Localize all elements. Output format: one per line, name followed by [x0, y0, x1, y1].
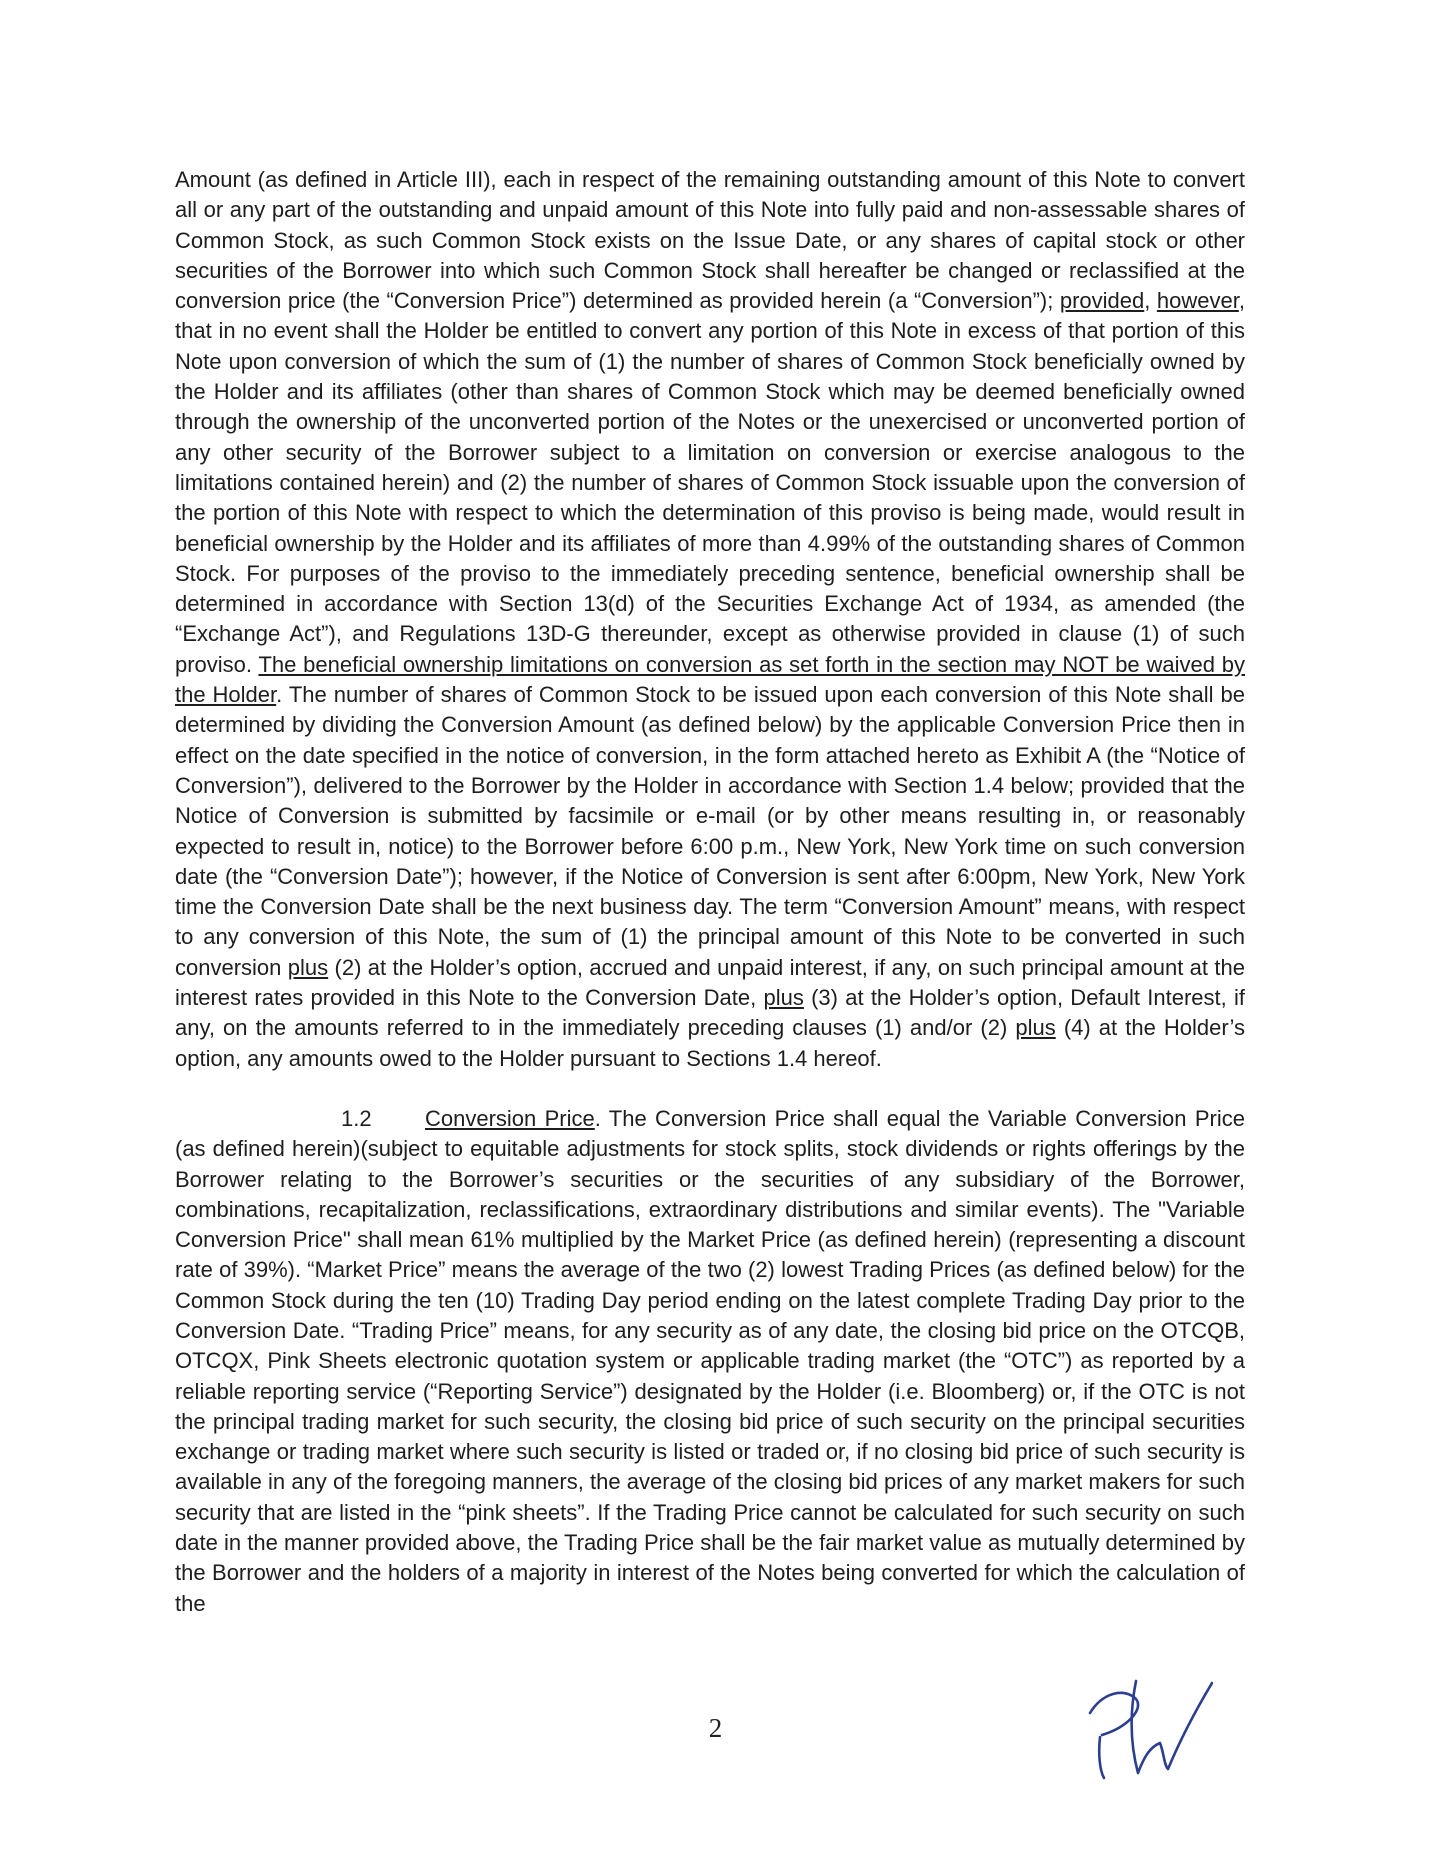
- text-segment: . The Conversion Price shall equal the Variable Conversion Price (as defined herein)(subject to equitable adjustments for stock splits, stock dividends or rights offerings by the Borrower relating to the Borrower’s securities or the securities of any subsidiary of the Borrower, combinations, recapitalization, reclassifications, extraordinary distributions and similar events). The "Variable Conversion Price" shall mean 61% multiplied by the Market Price (as defined herein) (representing a discount rate of 39%). “Market Price” means the average of the two (2) lowest Trading Prices (as defined below) for the Common Stock during the ten (10) Trading Day period ending on the latest complete Trading Day prior to the Conversion Date. “Trading Price” means, for any security as of any date, the closing bid price on the OTCQB, OTCQX, Pink Sheets electronic quotation system or applicable trading market (the “OTC”) as reported by a reliable reporting service (“Reporting Service”) designated by the Holder (i.e. Bloomberg) or, if the OTC is not the principal trading market for such security, the closing bid price of such security on the principal securities exchange or trading market where such security is listed or traded or, if no closing bid price of such security is available in any of the foregoing manners, the average of the closing bid prices of any market makers for such security that are listed in the “pink sheets”. If the Trading Price cannot be calculated for such security on such date in the manner provided above, the Trading Price shall be the fair market value as mutually determined by the Borrower and the holders of a majority in interest of the Notes being converted for which the calculation of the: [175, 1105, 1245, 1616]
- text-segment: Amount (as defined in Article III), each in respect of the remaining outstanding amount of this Note to convert all or any part of the outstanding and unpaid amount of this Note into fully paid and non-assessable shares of Common Stock, as such Common Stock exists on the Issue Date, or any shares of capital stock or other securities of the Borrower into which such Common Stock shall hereafter be changed or reclassified at the conversion price (the “Conversion Price”) determined as provided herein (a “Conversion”);: [175, 167, 1245, 314]
- text-segment: (4) at the Holder’s option, any amounts owed to the Holder pursuant to Sections 1.4 hereof.: [175, 1015, 1245, 1071]
- paragraph-conversion-price: [175, 1104, 1245, 1619]
- document-body: [175, 165, 1245, 1619]
- text-segment: . The number of shares of Common Stock to be issued upon each conversion of this Note shall be determined by dividing the Conversion Amount (as defined below) by the applicable Conversion Price then in effect on the date specified in the notice of conversion, in the form attached hereto as Exhibit A (the “Notice of Conversion”), delivered to the Borrower by the Holder in accordance with Section 1.4 below; provided that the Notice of Conversion is submitted by facsimile or e-mail (or by other means resulting in, or reasonably expected to result in, notice) to the Borrower before 6:00 p.m., New York, New York time on such conversion date (the “Conversion Date”); however, if the Notice of Conversion is sent after 6:00pm, New York, New York time the Conversion Date shall be the next business day. The term “Conversion Amount” means, with respect to any conversion of this Note, the sum of (1) the principal amount of this Note to be converted in such conversion: [175, 682, 1245, 980]
- section-number: 1.2: [341, 1105, 372, 1131]
- section-heading: Conversion Price: [425, 1105, 595, 1131]
- text-segment: (3) at the Holder’s option, Default Interest, if any, on the amounts referred to in the immediately preceding clauses (1) and/or (2): [175, 985, 1245, 1041]
- text-segment: (2) at the Holder’s option, accrued and unpaid interest, if any, on such principal amount at the interest rates provided in this Note to the Conversion Date,: [175, 954, 1245, 1011]
- underlined-term-however: however: [1156, 288, 1239, 314]
- underlined-term-provided: provided: [1059, 288, 1145, 314]
- underlined-beneficial-ownership-clause: The beneficial ownership limitations on conversion as set forth in the section may NOT be waived by the Holder: [175, 651, 1245, 708]
- underlined-term-plus: plus: [1015, 1015, 1056, 1041]
- text-segment: ,: [1144, 288, 1157, 314]
- handwritten-initials-signature: [1078, 1665, 1213, 1780]
- underlined-term-plus: plus: [287, 954, 329, 980]
- paragraph-conversion-rights: [175, 165, 1245, 1074]
- page-number: 2: [708, 1713, 723, 1743]
- underlined-term-plus: plus: [763, 985, 804, 1011]
- text-segment: , that in no event shall the Holder be entitled to convert any portion of this Note in excess of that portion of this Note upon conversion of which the sum of (1) the number of shares of Common Stock beneficially owned by the Holder and its affiliates (other than shares of Common Stock which may be deemed beneficially owned through the ownership of the unconverted portion of the Notes or the unexercised or unconverted portion of any other security of the Borrower subject to a limitation on conversion or exercise analogous to the limitations contained herein) and (2) the number of shares of Common Stock issuable upon the conversion of the portion of this Note with respect to which the determination of this proviso is being made, would result in beneficial ownership by the Holder and its affiliates of more than 4.99% of the outstanding shares of Common Stock. For purposes of the proviso to the immediately preceding sentence, beneficial ownership shall be determined in accordance with Section 13(d) of the Securities Exchange Act of 1934, as amended (the “Exchange Act”), and Regulations 13D-G thereunder, except as otherwise provided in clause (1) of such proviso.: [175, 288, 1245, 677]
